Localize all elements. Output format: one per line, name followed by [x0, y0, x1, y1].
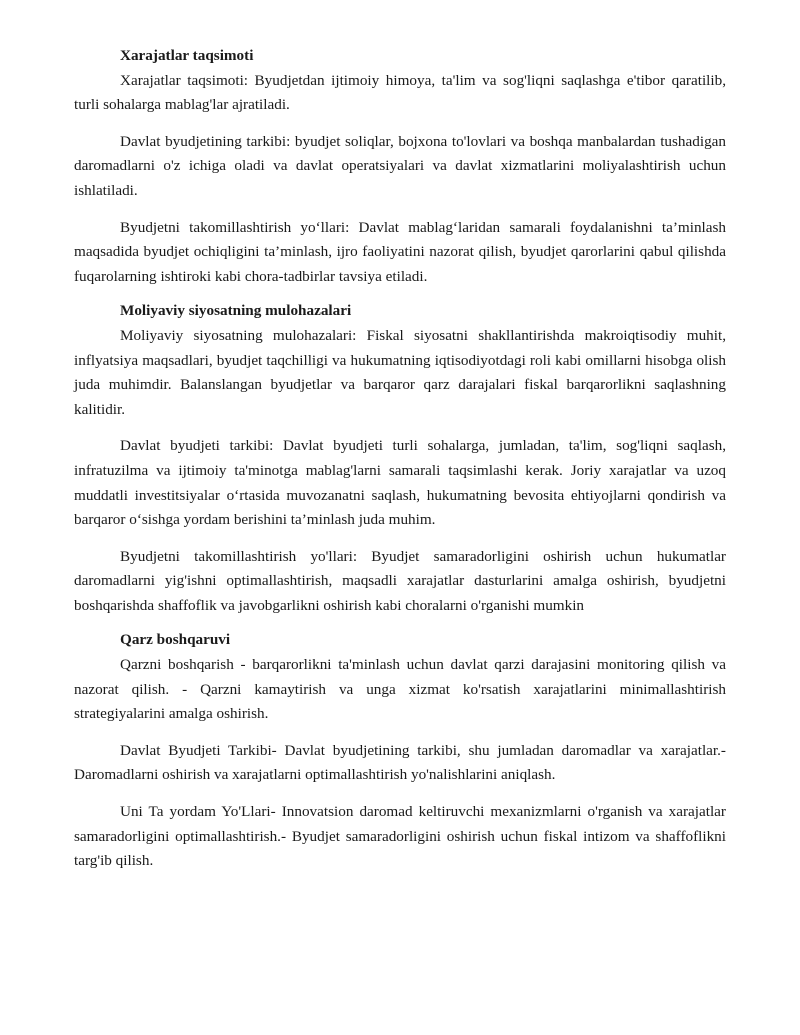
- paragraph: Byudjetni takomillashtirish yo'llari: Byudjet samaradorligini oshirish uchun hukumatlar daromadlarni yig'ishni optimallashtirish, maqsadli xarajatlar dasturlarini amalga oshirish, byudjetni boshqarishda shaffoflik va javobgarlikni oshirish kabi choralarni o'rganishi mumkin: [74, 547, 726, 614]
- paragraph: Davlat Byudjeti Tarkibi- Davlat byudjetining tarkibi, shu jumladan daromadlar va xarajatlar.- Daromadlarni oshirish va xarajatlarni optimallashtirish yo'nalishlarini aniqlash.: [74, 741, 726, 784]
- document-page: [74, 44, 726, 874]
- paragraph: Moliyaviy siyosatning mulohazalari: Fiskal siyosatni shakllantirishda makroiqtisodiy muhit, inflyatsiya maqsadlari, byudjet taqchilligi va hukumatning iqtisodiyotdagi roli kabi omillarni hisobga olish juda muhimdir. Balanslangan byudjetlar va barqaror qarz darajalari fiskal barqarorlikni saqlashning kalitidir.: [74, 326, 726, 418]
- section-heading: Xarajatlar taqsimoti: [120, 47, 254, 64]
- section-qarz-boshqaruvi: [74, 628, 726, 873]
- section-heading: Qarz boshqaruvi: [120, 631, 231, 649]
- section-moliyaviy-siyosat: [74, 299, 726, 618]
- paragraph: Davlat byudjeti tarkibi: Davlat byudjeti turli sohalarga, jumladan, ta'lim, sog'liqni saqlash, infratuzilma va ijtimoiy ta'minotga mablag'larni samarali taqsimlashi kerak. Joriy xarajatlar va uzoq muddatli investitsiyalar o‘rtasida muvozanatni saqlash, hukumatning bevosita ehtiyojlarni qondirish va barqaror o‘sishga yordam berishini ta’minlash juda muhim.: [74, 437, 726, 529]
- paragraph: Xarajatlar taqsimoti: Byudjetdan ijtimoiy himoya, ta'lim va sog'liqni saqlashga e'tibor qaratilib, turli sohalarga mablag'lar ajratiladi.: [74, 71, 726, 114]
- paragraph: Davlat byudjetining tarkibi: byudjet soliqlar, bojxona to'lovlari va boshqa manbalardan tushadigan daromadlarni o'z ichiga oladi va davlat operatsiyalari va davlat xizmatlarini moliyalashtirish uchun ishlatiladi.: [74, 132, 726, 199]
- section-xarajatlar-taqsimoti: [74, 44, 726, 289]
- paragraph: Qarzni boshqarish - barqarorlikni ta'minlash uchun davlat qarzi darajasini monitoring qilish va nazorat qilish. - Qarzni kamaytirish va unga xizmat ko'rsatish xarajatlarini minimallashtirish strategiyalarini amalga oshirish.: [74, 656, 726, 723]
- paragraph: Byudjetni takomillashtirish yo‘llari: Davlat mablag‘laridan samarali foydalanishni ta’minlash maqsadida byudjet ochiqligini ta’minlash, ijro faoliyatini nazorat qilish, byudjet qarorlarini qabul qilishda fuqarolarning ishtiroki kabi chora-tadbirlar tavsiya etiladi.: [74, 218, 726, 285]
- paragraph: Uni Ta yordam Yo'Llari- Innovatsion daromad keltiruvchi mexanizmlarni o'rganish va xarajatlar samaradorligini optimallashtirish.- Byudjet samaradorligini oshirish uchun fiskal intizom va shaffoflikni targ'ib qilish.: [74, 803, 726, 870]
- section-heading: Moliyaviy siyosatning mulohazalari: [120, 302, 352, 320]
